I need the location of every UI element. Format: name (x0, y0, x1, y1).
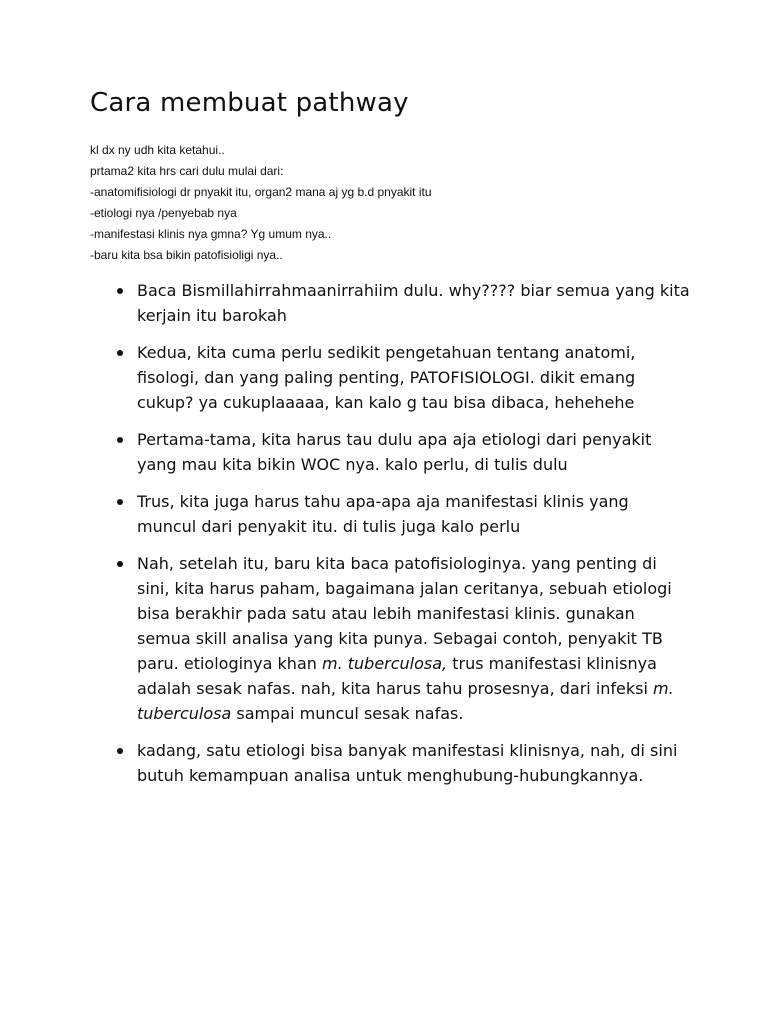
text-segment: trus manifestasi klinisnya adalah sesak nafas. nah, kita harus tahu prosesnya, dari infeksi (137, 654, 657, 698)
list-item-text: Baca Bismillahirrahmaanirrahiim dulu. why???? biar semua yang kita kerjain itu barokah (137, 281, 690, 325)
page-title: Cara membuat pathway (90, 88, 409, 118)
text-segment: Nah, setelah itu, baru kita baca patofisiologinya. yang penting di sini, kita harus paham, bagaimana jalan ceritanya, sebuah etiologi bisa berakhir pada satu atau lebih manifestasi klinis. gunakan semua skill analisa yang kita punya. Sebagai contoh, penyakit TB paru. etiologinya khan (137, 554, 672, 673)
bullet-icon (117, 350, 123, 356)
note-line: -baru kita bsa bikin patofisioligi nya.. (90, 248, 283, 262)
text-segment: sampai muncul sesak nafas. (231, 704, 464, 723)
steps-list (90, 278, 690, 788)
list-item-text: Kedua, kita cuma perlu sedikit pengetahuan tentang anatomi, fisologi, dan yang paling penting, PATOFISIOLOGI. dikit emang cukup? ya cukuplaaaaa, kan kalo g tau bisa dibaca, hehehehe (137, 343, 636, 412)
list-item-text: kadang, satu etiologi bisa banyak manifestasi klinisnya, nah, di sini butuh kemampuan analisa untuk menghubung-hubungkannya. (137, 741, 678, 785)
list-item (90, 551, 690, 726)
list-item (90, 427, 690, 477)
list-item (90, 340, 690, 415)
bullet-icon (117, 561, 123, 567)
document-page (90, 88, 690, 800)
note-line: kl dx ny udh kita ketahui.. (90, 143, 225, 157)
list-item (90, 489, 690, 539)
bullet-icon (117, 437, 123, 443)
list-item-text (137, 551, 690, 726)
italic-term: m. tuberculosa (137, 679, 674, 723)
note-line: -etiologi nya /penyebab nya (90, 206, 237, 220)
note-line: -anatomifisiologi dr pnyakit itu, organ2 mana aj yg b.d pnyakit itu (90, 185, 432, 199)
bullet-icon (117, 499, 123, 505)
list-item (90, 278, 690, 328)
list-item (90, 738, 690, 788)
italic-term: m. tuberculosa, (321, 654, 448, 673)
list-item-text: Trus, kita juga harus tahu apa-apa aja manifestasi klinis yang muncul dari penyakit itu. di tulis juga kalo perlu (137, 492, 629, 536)
list-item-text: Pertama-tama, kita harus tau dulu apa aja etiologi dari penyakit yang mau kita bikin WOC nya. kalo perlu, di tulis dulu (137, 430, 652, 474)
note-line: prtama2 kita hrs cari dulu mulai dari: (90, 164, 284, 178)
note-line: -manifestasi klinis nya gmna? Yg umum nya.. (90, 227, 332, 241)
notes-block (90, 140, 690, 266)
bullet-icon (117, 288, 123, 294)
bullet-icon (117, 748, 123, 754)
